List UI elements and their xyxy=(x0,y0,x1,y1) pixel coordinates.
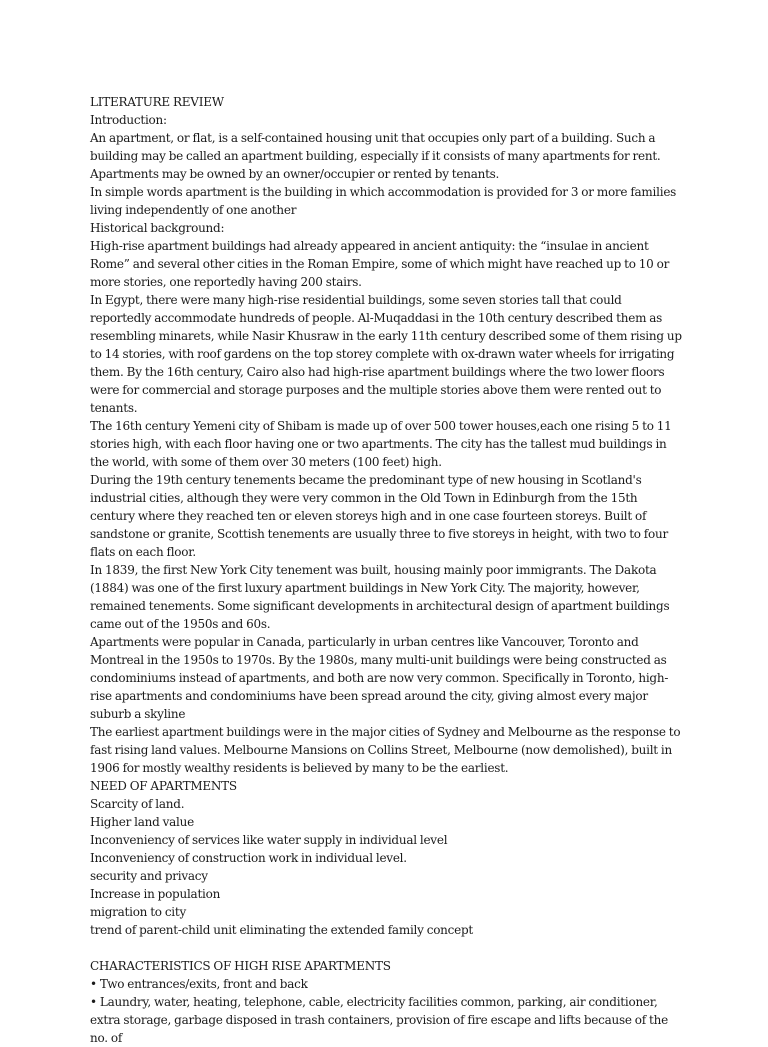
history-label: Historical background: xyxy=(90,221,225,235)
characteristics-item: • Laundry, water, heating, telephone, cable, electricity facilities common, parking, air conditioner, extra storage, garbage disposed in trash containers, provision of fire escape and lifts because of the no. of xyxy=(90,995,668,1045)
section-gap xyxy=(90,939,682,957)
history-paragraph: The earliest apartment buildings were in the major cities of Sydney and Melbourne as the response to fast rising land values. Melbourne Mansions on Collins Street, Melbourne (now demolished), built in 1906 for mostly wealthy residents is believed by many to be the earliest. xyxy=(90,725,681,775)
need-item: Inconveniency of services like water supply in individual level xyxy=(90,833,448,847)
intro-label: Introduction: xyxy=(90,113,167,127)
history-paragraph: High-rise apartment buildings had already appeared in ancient antiquity: the “insulae in ancient Rome” and several other cities in the Roman Empire, some of which might have reached up to 10 or more stories, one reportedly having 200 stairs. xyxy=(90,239,670,289)
history-paragraph: During the 19th century tenements became the predominant type of new housing in Scotland's industrial cities, although they were very common in the Old Town in Edinburgh from the 15th century where they reached ten or eleven storeys high and in one case fourteen storeys. Built of sandstone or granite, Scottish tenements are usually three to five storeys in height, with two to four flats on each floor. xyxy=(90,473,668,559)
history-paragraph: In Egypt, there were many high-rise residential buildings, some seven stories tall that could reportedly accommodate hundreds of people. Al-Muqaddasi in the 10th century described them as resembling minarets, while Nasir Khusraw in the early 11th century described some of them rising up to 14 stories, with roof gardens on the top storey complete with ox-drawn water wheels for irrigating them. By the 16th century, Cairo also had high-rise apartment buildings where the two lower floors were for commercial and storage purposes and the multiple stories above them were rented out to tenants. xyxy=(90,293,682,415)
need-item: Inconveniency of construction work in individual level. xyxy=(90,851,407,865)
doc-heading: LITERATURE REVIEW xyxy=(90,95,224,109)
need-item: Increase in population xyxy=(90,887,221,901)
need-item: security and privacy xyxy=(90,869,208,883)
need-item: trend of parent-child unit eliminating the extended family concept xyxy=(90,923,473,937)
characteristics-heading: CHARACTERISTICS OF HIGH RISE APARTMENTS xyxy=(90,959,391,973)
need-item: Higher land value xyxy=(90,815,194,829)
intro-paragraph: In simple words apartment is the building in which accommodation is provided for 3 or more families living independently of one another xyxy=(90,185,677,217)
document-page xyxy=(90,93,682,1047)
need-item: migration to city xyxy=(90,905,186,919)
characteristics-item: • Two entrances/exits, front and back xyxy=(90,977,308,991)
need-heading: NEED OF APARTMENTS xyxy=(90,779,237,793)
history-paragraph: The 16th century Yemeni city of Shibam is made up of over 500 tower houses,each one rising 5 to 11 stories high, with each floor having one or two apartments. The city has the tallest mud buildings in the world, with some of them over 30 meters (100 feet) high. xyxy=(90,419,672,469)
history-paragraph: Apartments were popular in Canada, particularly in urban centres like Vancouver, Toronto and Montreal in the 1950s to 1970s. By the 1980s, many multi-unit buildings were being constructed as condominiums instead of apartments, and both are now very common. Specifically in Toronto, high-rise apartments and condominiums have been spread around the city, giving almost every major suburb a skyline xyxy=(90,635,669,721)
history-paragraph: In 1839, the first New York City tenement was built, housing mainly poor immigrants. The Dakota (1884) was one of the first luxury apartment buildings in New York City. The majority, however, remained tenements. Some significant developments in architectural design of apartment buildings came out of the 1950s and 60s. xyxy=(90,563,670,631)
intro-paragraph: An apartment, or flat, is a self-contained housing unit that occupies only part of a building. Such a building may be called an apartment building, especially if it consists of many apartments for rent. Apartments may be owned by an owner/occupier or rented by tenants. xyxy=(90,131,661,181)
need-item: Scarcity of land. xyxy=(90,797,185,811)
